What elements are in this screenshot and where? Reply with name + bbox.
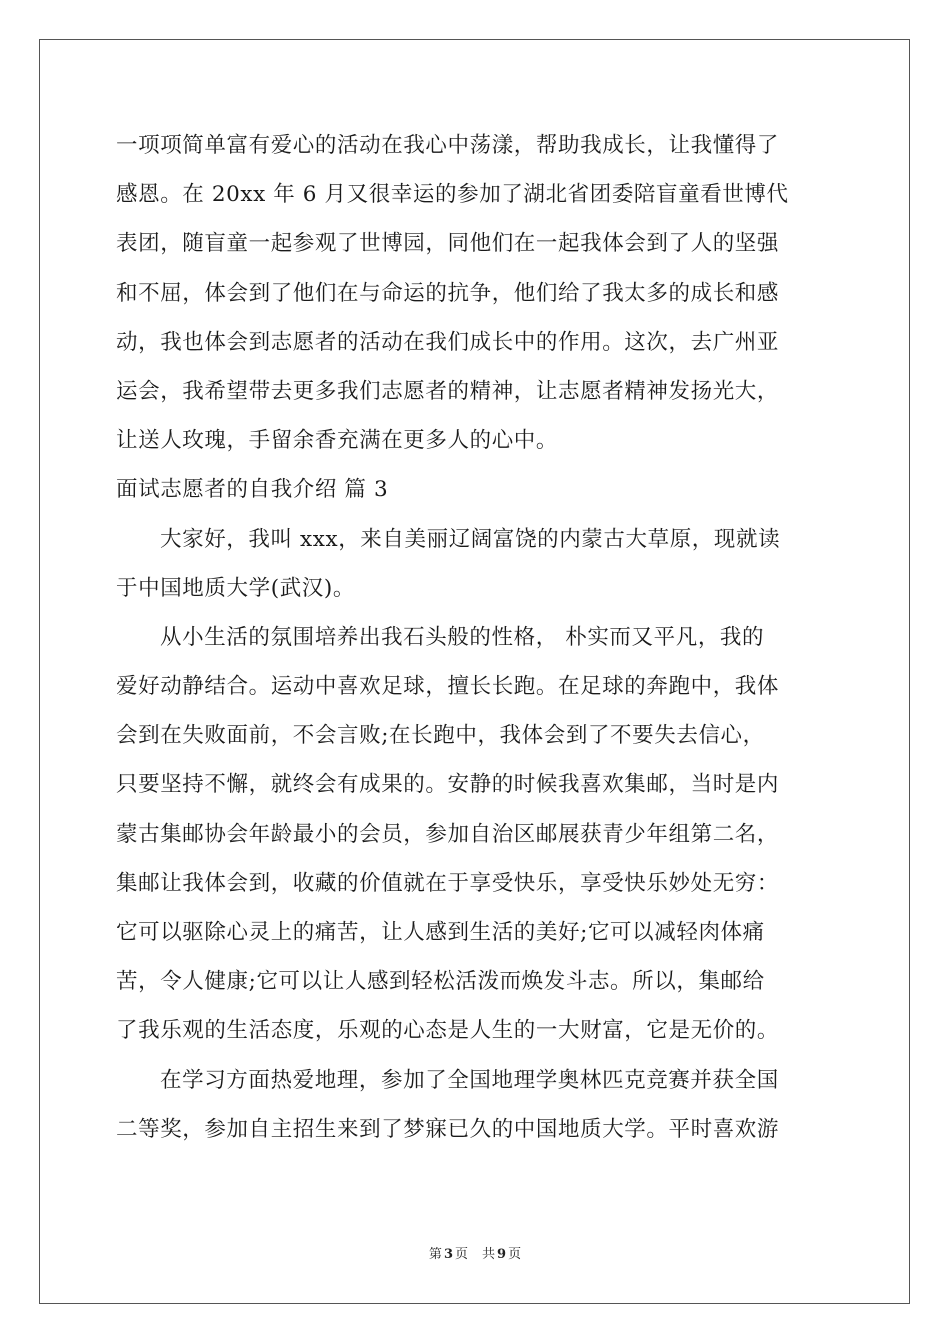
paragraph-line: 它可以驱除心灵上的痛苦，让人感到生活的美好;它可以减轻肉体痛 bbox=[116, 920, 765, 945]
paragraph-line: 苦，令人健康;它可以让人感到轻松活泼而焕发斗志。所以，集邮给 bbox=[116, 969, 765, 995]
paragraph-line: 蒙古集邮协会年龄最小的会员，参加自治区邮展获青少年组第二名， bbox=[116, 821, 780, 847]
section-heading: 面试志愿者的自我介绍 篇 3 bbox=[116, 477, 389, 503]
paragraph-line: 一项项简单富有爱心的活动在我心中荡漾，帮助我成长，让我懂得了 bbox=[116, 133, 780, 158]
paragraph-line: 运会，我希望带去更多我们志愿者的精神，让志愿者精神发扬光大， bbox=[116, 378, 780, 404]
page-label-prefix: 第 bbox=[428, 1247, 442, 1262]
page-label-suffix: 页 bbox=[454, 1247, 468, 1262]
paragraph-line: 集邮让我体会到，收藏的价值就在于享受快乐，享受快乐妙处无穷： bbox=[116, 870, 780, 896]
paragraph-line: 从小生活的氛围培养出我石头般的性格， 朴实而又平凡，我的 bbox=[160, 624, 765, 650]
paragraph-line: 二等奖，参加自主招生来到了梦寐已久的中国地质大学。平时喜欢游 bbox=[116, 1116, 780, 1142]
paragraph-line: 感恩。在 20xx 年 6 月又很幸运的参加了湖北省团委陪盲童看世博代 bbox=[116, 182, 789, 208]
total-label-suffix: 页 bbox=[508, 1247, 522, 1262]
total-label-prefix: 共 bbox=[482, 1247, 496, 1262]
paragraph-line: 会到在失败面前，不会言败;在长跑中，我体会到了不要失去信心， bbox=[116, 723, 765, 749]
paragraph-line: 爱好动静结合。运动中喜欢足球，擅长长跑。在足球的奔跑中，我体 bbox=[116, 674, 780, 700]
paragraph-line: 了我乐观的生活态度，乐观的心态是人生的一大财富，它是无价的。 bbox=[116, 1018, 780, 1044]
paragraph-line: 大家好，我叫 xxx，来自美丽辽阔富饶的内蒙古大草原，现就读 bbox=[160, 526, 781, 552]
paragraph-line: 表团，随盲童一起参观了世博园，同他们在一起我体会到了人的坚强 bbox=[116, 231, 780, 257]
paragraph-line: 和不屈，体会到了他们在与命运的抗争，他们给了我太多的成长和感 bbox=[116, 280, 780, 306]
total-pages-number: 9 bbox=[497, 1247, 507, 1262]
document-body bbox=[116, 121, 836, 1154]
paragraph-line: 在学习方面热爱地理，参加了全国地理学奥林匹克竞赛并获全国 bbox=[160, 1067, 779, 1093]
paragraph-line: 让送人玫瑰，手留余香充满在更多人的心中。 bbox=[116, 428, 559, 454]
paragraph-line: 只要坚持不懈，就终会有成果的。安静的时候我喜欢集邮，当时是内 bbox=[116, 772, 780, 798]
paragraph-line: 于中国地质大学(武汉)。 bbox=[116, 575, 355, 601]
page-footer bbox=[0, 1246, 950, 1264]
current-page-number: 3 bbox=[443, 1247, 453, 1262]
paragraph-line: 动，我也体会到志愿者的活动在我们成长中的作用。这次，去广州亚 bbox=[116, 329, 780, 355]
